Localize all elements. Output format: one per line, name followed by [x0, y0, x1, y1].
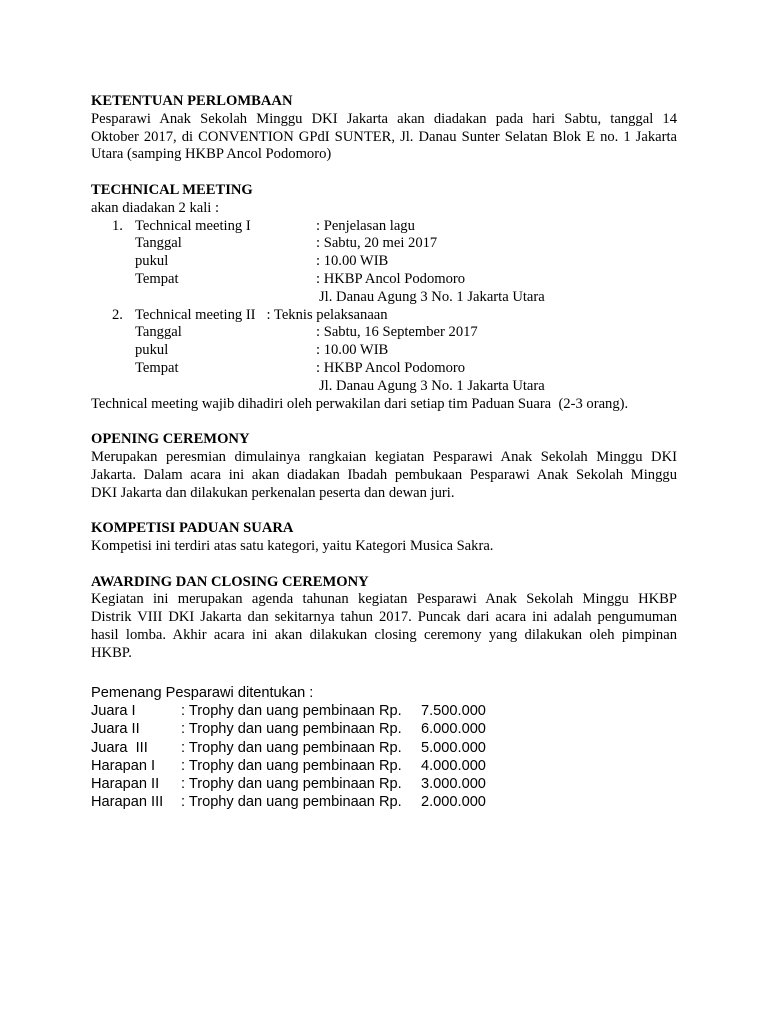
winner-amount: 3.000.000: [421, 775, 486, 792]
winner-amount: 2.000.000: [421, 794, 486, 811]
opening-line-1: Merupakan peresmian dimulainya rangkaian kegiatan Pesparawi Anak Sekolah Minggu DKI: [91, 448, 677, 465]
meeting-1-time-value: : 10.00 WIB: [316, 253, 389, 270]
winner-amount: 5.000.000: [421, 739, 486, 756]
meeting-1-title-row: [91, 218, 677, 236]
winner-prize: : Trophy dan uang pembinaan Rp.: [181, 775, 402, 792]
kompetisi-heading: KOMPETISI PADUAN SUARA: [91, 520, 294, 537]
opening-line-2: Jakarta. Dalam acara ini akan diadakan Ibadah pembukaan Pesparawi Anak Sekolah Minggu: [91, 466, 677, 483]
winners-section: [91, 684, 591, 811]
winner-rank: Harapan II: [91, 775, 160, 792]
meeting-2-place-row: [91, 360, 677, 378]
winner-amount: 7.500.000: [421, 703, 486, 720]
ketentuan-line-3: Utara (samping HKBP Ancol Podomoro): [91, 146, 332, 163]
meeting-2-address-row: [91, 378, 677, 396]
meeting-2-time-value: : 10.00 WIB: [316, 342, 389, 359]
meeting-1-place-value: : HKBP Ancol Podomoro: [316, 270, 466, 287]
meeting-2-place-label: Tempat: [135, 359, 179, 376]
opening-line-3: DKI Jakarta dan dilakukan perkenalan peserta dan dewan juri.: [91, 484, 455, 501]
winner-rank: Juara III: [91, 739, 148, 756]
meeting-2-number: 2.: [112, 306, 123, 323]
meeting-2-date-row: [91, 324, 677, 342]
winner-row: [91, 739, 591, 757]
winners-intro: Pemenang Pesparawi ditentukan :: [91, 685, 314, 701]
meeting-2-title-row: [91, 307, 677, 325]
winner-prize: : Trophy dan uang pembinaan Rp.: [181, 794, 402, 811]
meeting-1-address: Jl. Danau Agung 3 No. 1 Jakarta Utara: [319, 288, 545, 305]
meeting-2-date-value: : Sabtu, 16 September 2017: [316, 324, 478, 341]
document-body: [91, 93, 677, 663]
winner-prize: : Trophy dan uang pembinaan Rp.: [181, 757, 402, 774]
meeting-1-place-label: Tempat: [135, 270, 179, 287]
meeting-2-time-label: pukul: [135, 342, 169, 359]
winner-prize: : Trophy dan uang pembinaan Rp.: [181, 721, 402, 738]
awarding-heading: AWARDING DAN CLOSING CEREMONY: [91, 573, 369, 590]
winner-rank: Harapan III: [91, 794, 164, 811]
awarding-line-2: Distrik VIII DKI Jakarta dan sekitarnya tahun 2017. Puncak dari acara ini adalah pengumuman: [91, 609, 677, 626]
meeting-1-date-row: [91, 235, 677, 253]
winner-prize: : Trophy dan uang pembinaan Rp.: [181, 703, 402, 720]
winner-rank: Juara I: [91, 703, 136, 720]
winner-amount: 4.000.000: [421, 757, 486, 774]
awarding-line-1: Kegiatan ini merupakan agenda tahunan kegiatan Pesparawi Anak Sekolah Minggu HKBP: [91, 591, 677, 608]
winner-rank: Juara II: [91, 721, 140, 738]
meeting-1-title: Technical meeting I: [135, 217, 251, 234]
meeting-2-address: Jl. Danau Agung 3 No. 1 Jakarta Utara: [319, 377, 545, 394]
ketentuan-line-2: Oktober 2017, di CONVENTION GPdI SUNTER, Jl. Danau Sunter Selatan Blok E no. 1 Jakarta: [91, 128, 677, 145]
awarding-line-3: hasil lomba. Akhir acara ini akan dilakukan closing ceremony yang dilakukan oleh pimpinan: [91, 626, 677, 643]
meeting-1-date-value: : Sabtu, 20 mei 2017: [316, 235, 438, 252]
winner-row: [91, 775, 591, 793]
ketentuan-line-1: Pesparawi Anak Sekolah Minggu DKI Jakarta akan diadakan pada hari Sabtu, tanggal 14: [91, 110, 677, 127]
technical-intro: akan diadakan 2 kali :: [91, 199, 220, 216]
technical-heading: TECHNICAL MEETING: [91, 181, 253, 198]
meeting-2-place-value: : HKBP Ancol Podomoro: [316, 359, 466, 376]
meeting-1-number: 1.: [112, 217, 123, 234]
meeting-1-time-label: pukul: [135, 253, 169, 270]
meeting-1-time-row: [91, 253, 677, 271]
meeting-2-title: Technical meeting II : Teknis pelaksanaan: [135, 306, 388, 323]
meeting-1-place-row: [91, 271, 677, 289]
ketentuan-heading: KETENTUAN PERLOMBAAN: [91, 93, 293, 109]
meeting-2-date-label: Tanggal: [135, 324, 182, 341]
meeting-1-title-value: : Penjelasan lagu: [316, 217, 415, 234]
winner-row: [91, 702, 591, 720]
awarding-line-4: HKBP.: [91, 644, 132, 661]
winner-rank: Harapan I: [91, 757, 156, 774]
winner-row: [91, 757, 591, 775]
winner-amount: 6.000.000: [421, 721, 486, 738]
technical-note: Technical meeting wajib dihadiri oleh perwakilan dari setiap tim Paduan Suara (2-3 orang).: [91, 395, 629, 412]
meeting-1-date-label: Tanggal: [135, 235, 182, 252]
opening-heading: OPENING CEREMONY: [91, 431, 250, 448]
meeting-1-address-row: [91, 289, 677, 307]
kompetisi-text: Kompetisi ini terdiri atas satu kategori, yaitu Kategori Musica Sakra.: [91, 537, 494, 554]
winner-row: [91, 720, 591, 738]
meeting-2-time-row: [91, 342, 677, 360]
winner-row: [91, 793, 591, 811]
winner-prize: : Trophy dan uang pembinaan Rp.: [181, 739, 402, 756]
